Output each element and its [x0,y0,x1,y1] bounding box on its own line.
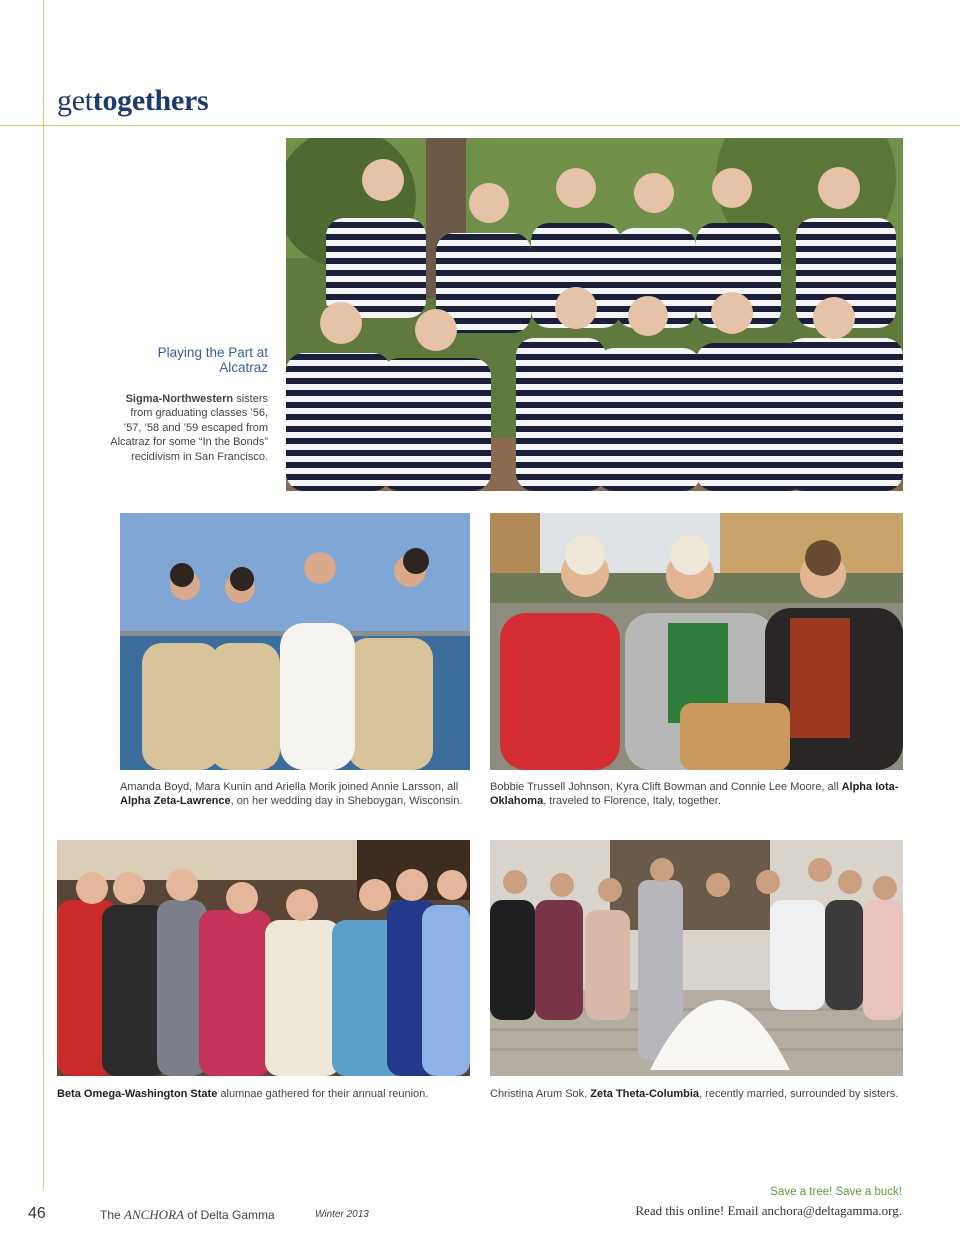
caption-alpha-iota-chapter: Alpha Iota-Oklahoma [490,781,899,808]
issue-date: Winter 2013 [315,1209,369,1220]
caption-zeta-theta-text-1: Christina Arum Sok, [490,1088,591,1100]
publication-italic: ANCHORA [124,1207,184,1222]
section-title [57,84,208,118]
publication-prefix: The [100,1208,125,1222]
margin-rule-vertical [43,0,44,1190]
save-tree-tagline: Save a tree! Save a buck! [770,1186,902,1198]
section-title-light: get [57,84,93,117]
caption-alpha-iota-text-2: , traveled to Florence, Italy, together. [543,795,721,808]
caption-alpha-iota-text-1: Bobbie Trussell Johnson, Kyra Clift Bowman and Connie Lee Moore, all [490,781,842,793]
header-rule [0,125,960,126]
caption-alpha-zeta-text-1: Amanda Boyd, Mara Kunin and Ariella Morik joined Annie Larsson, all [120,781,459,793]
caption-beta-omega-text-2: alumnae gathered for their annual reunion. [217,1088,429,1100]
caption-beta-omega [57,1087,470,1101]
publication-name [100,1207,275,1223]
caption-zeta-theta [490,1087,903,1101]
photo-beta-omega-reunion [57,840,470,1076]
caption-alpha-zeta [120,780,470,809]
caption-zeta-theta-text-2: , recently married, surrounded by sisters. [699,1088,899,1100]
publication-suffix: of Delta Gamma [183,1208,275,1222]
photo-zeta-theta-wedding [490,840,903,1076]
page-number: 46 [28,1205,46,1222]
caption-alcatraz [110,392,268,464]
caption-beta-omega-chapter: Beta Omega-Washington State [57,1088,218,1100]
caption-alcatraz-text: sisters from graduating classes ’56, ’57, ’58 and ’59 escaped from Alcatraz for some “In the Bonds” recidivism in San Francisco. [110,393,268,463]
photo-alpha-zeta-wedding [120,513,470,770]
caption-alpha-zeta-chapter: Alpha Zeta-Lawrence [120,795,231,808]
section-title-bold: togethers [92,84,209,117]
read-online-note: Read this online! Email anchora@deltagamma.org. [635,1203,902,1218]
caption-zeta-theta-chapter: Zeta Theta-Columbia [590,1088,700,1100]
photo-alpha-iota-florence [490,513,903,770]
caption-title-alcatraz: Playing the Part at Alcatraz [157,345,268,375]
caption-alpha-zeta-text-2: , on her wedding day in Sheboygan, Wisconsin. [230,795,463,808]
caption-alpha-iota [490,780,903,809]
photo-alcatraz-group [286,138,903,491]
caption-alcatraz-chapter: Sigma-Northwestern [125,393,234,405]
